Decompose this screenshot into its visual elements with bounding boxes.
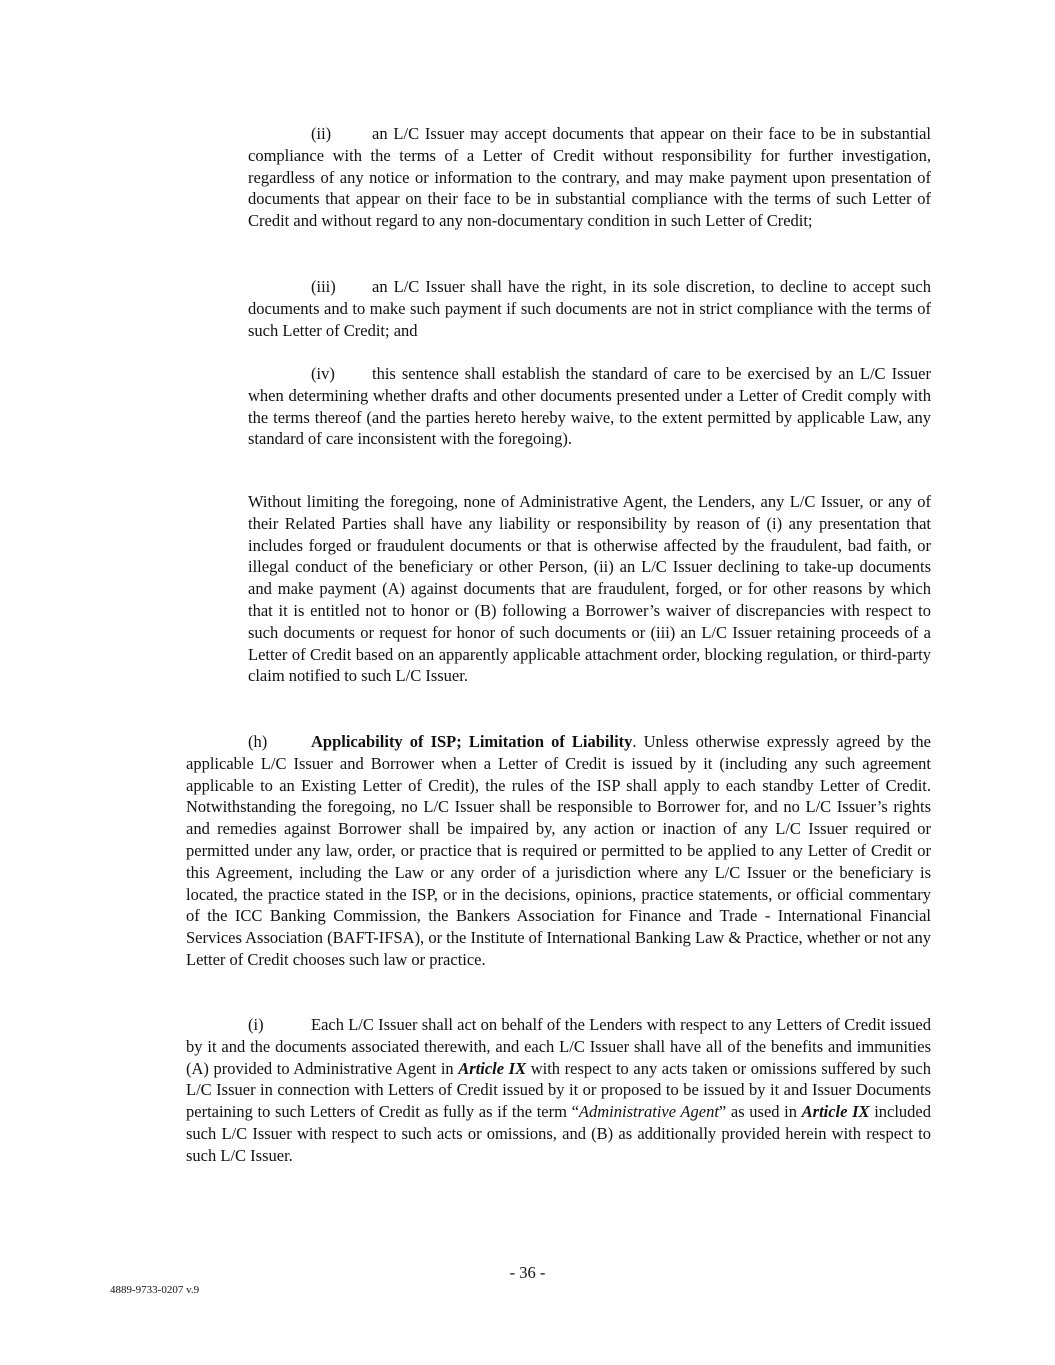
defined-term: Administrative Agent <box>578 1102 719 1122</box>
clause-text: included such L/C Issuer with respect to such acts or omissions, and (B) as additionally provided herein with respect to such L/C Issuer. <box>186 1102 932 1165</box>
clause-text: an L/C Issuer may accept documents that appear on their face to be in substantial compliance with the terms of a Letter of Credit without responsibility for further investigation, regardless of any notice or information to the contrary, and may make payment upon presentation of documents that appear on their face to be in substantial compliance with the terms of such Letter of Credit and without regard to any non-documentary condition in such Letter of Credit; <box>248 124 931 231</box>
clause-text: Each L/C Issuer shall act on behalf of the Lenders with respect to any Letters of Credit issued by it and the documents associated therewith, and each L/C Issuer shall have all of the benefits and immunities (A) provided to Administrative Agent in <box>186 1015 931 1078</box>
clause-text: . Unless otherwise expressly agreed by the applicable L/C Issuer and Borrower when a Letter of Credit is issued by it (including any such agreement applicable to an Existing Letter of Credit), the rules of the ISP shall apply to each standby Letter of Credit. Notwithstanding the foregoing, no L/C Issuer shall be responsible to Borrower for, and no L/C Issuer’s rights and remedies against Borrower shall be impaired by, any action or inaction of any L/C Issuer required or permitted under any law, order, or practice that is required or permitted to be applied to any Letter of Credit or this Agreement, including the Law or any order of a jurisdiction where any L/C Issuer or the beneficiary is located, the practice stated in the ISP, or in the decisions, opinions, practice statements, or official commentary of the ICC Banking Commission, the Bankers Association for Finance and Trade - International Financial Services Association (BAFT-IFSA), or the Institute of International Banking Law & Practice, whether or not any Letter of Credit chooses such law or practice. <box>186 732 931 969</box>
document-id: 4889-9733-0207 v.9 <box>110 1284 200 1296</box>
paragraph-without-limiting <box>248 491 931 687</box>
paragraph-i <box>186 1014 931 1167</box>
clause-label: (i) <box>248 1015 264 1034</box>
clause-text: an L/C Issuer shall have the right, in its sole discretion, to decline to accept such documents and to make such payment if such documents are not in strict compliance with the terms of such Letter of Credit; and <box>248 277 931 340</box>
paragraph-iii <box>248 276 931 341</box>
page-number: - 36 - <box>509 1263 546 1282</box>
article-reference: Article IX <box>801 1102 870 1122</box>
clause-text: Without limiting the foregoing, none of Administrative Agent, the Lenders, any L/C Issuer, or any of their Related Parties shall have any liability or responsibility by reason of (i) any presentation that includes forged or fraudulent documents or that is otherwise affected by the fraudulent, bad faith, or illegal conduct of the beneficiary or other Person, (ii) an L/C Issuer declining to take-up documents and make payment (A) against documents that are fraudulent, forged, or for other reasons by which that it is entitled not to honor or (B) following a Borrower’s waiver of discrepancies with respect to such documents or request for honor of such documents or (iii) an L/C Issuer retaining proceeds of a Letter of Credit based on an apparently applicable attachment order, blocking regulation, or third-party claim notified to such L/C Issuer. <box>248 492 931 686</box>
clause-label: (h) <box>248 732 268 751</box>
paragraph-ii <box>248 123 931 232</box>
clause-text: ” as used in <box>718 1102 802 1122</box>
paragraph-h <box>186 731 931 971</box>
clause-label: (iv) <box>311 364 335 383</box>
clause-heading: Applicability of ISP; Limitation of Liability <box>311 732 633 751</box>
clause-label: (iii) <box>311 277 336 296</box>
clause-label: (ii) <box>311 124 332 143</box>
clause-text: this sentence shall establish the standard of care to be exercised by an L/C Issuer when determining whether drafts and other documents presented under a Letter of Credit comply with the terms thereof (and the parties hereto hereby waive, to the extent permitted by applicable Law, any standard of care inconsistent with the foregoing). <box>248 364 931 449</box>
clause-text: with respect to any acts taken or omissions suffered by such L/C Issuer in connection with Letters of Credit issued by it or proposed to be issued by it and Issuer Documents pertaining to such Letters of Credit as fully as if the term “ <box>186 1058 931 1122</box>
paragraph-iv <box>248 363 931 450</box>
article-reference: Article IX <box>458 1058 527 1078</box>
